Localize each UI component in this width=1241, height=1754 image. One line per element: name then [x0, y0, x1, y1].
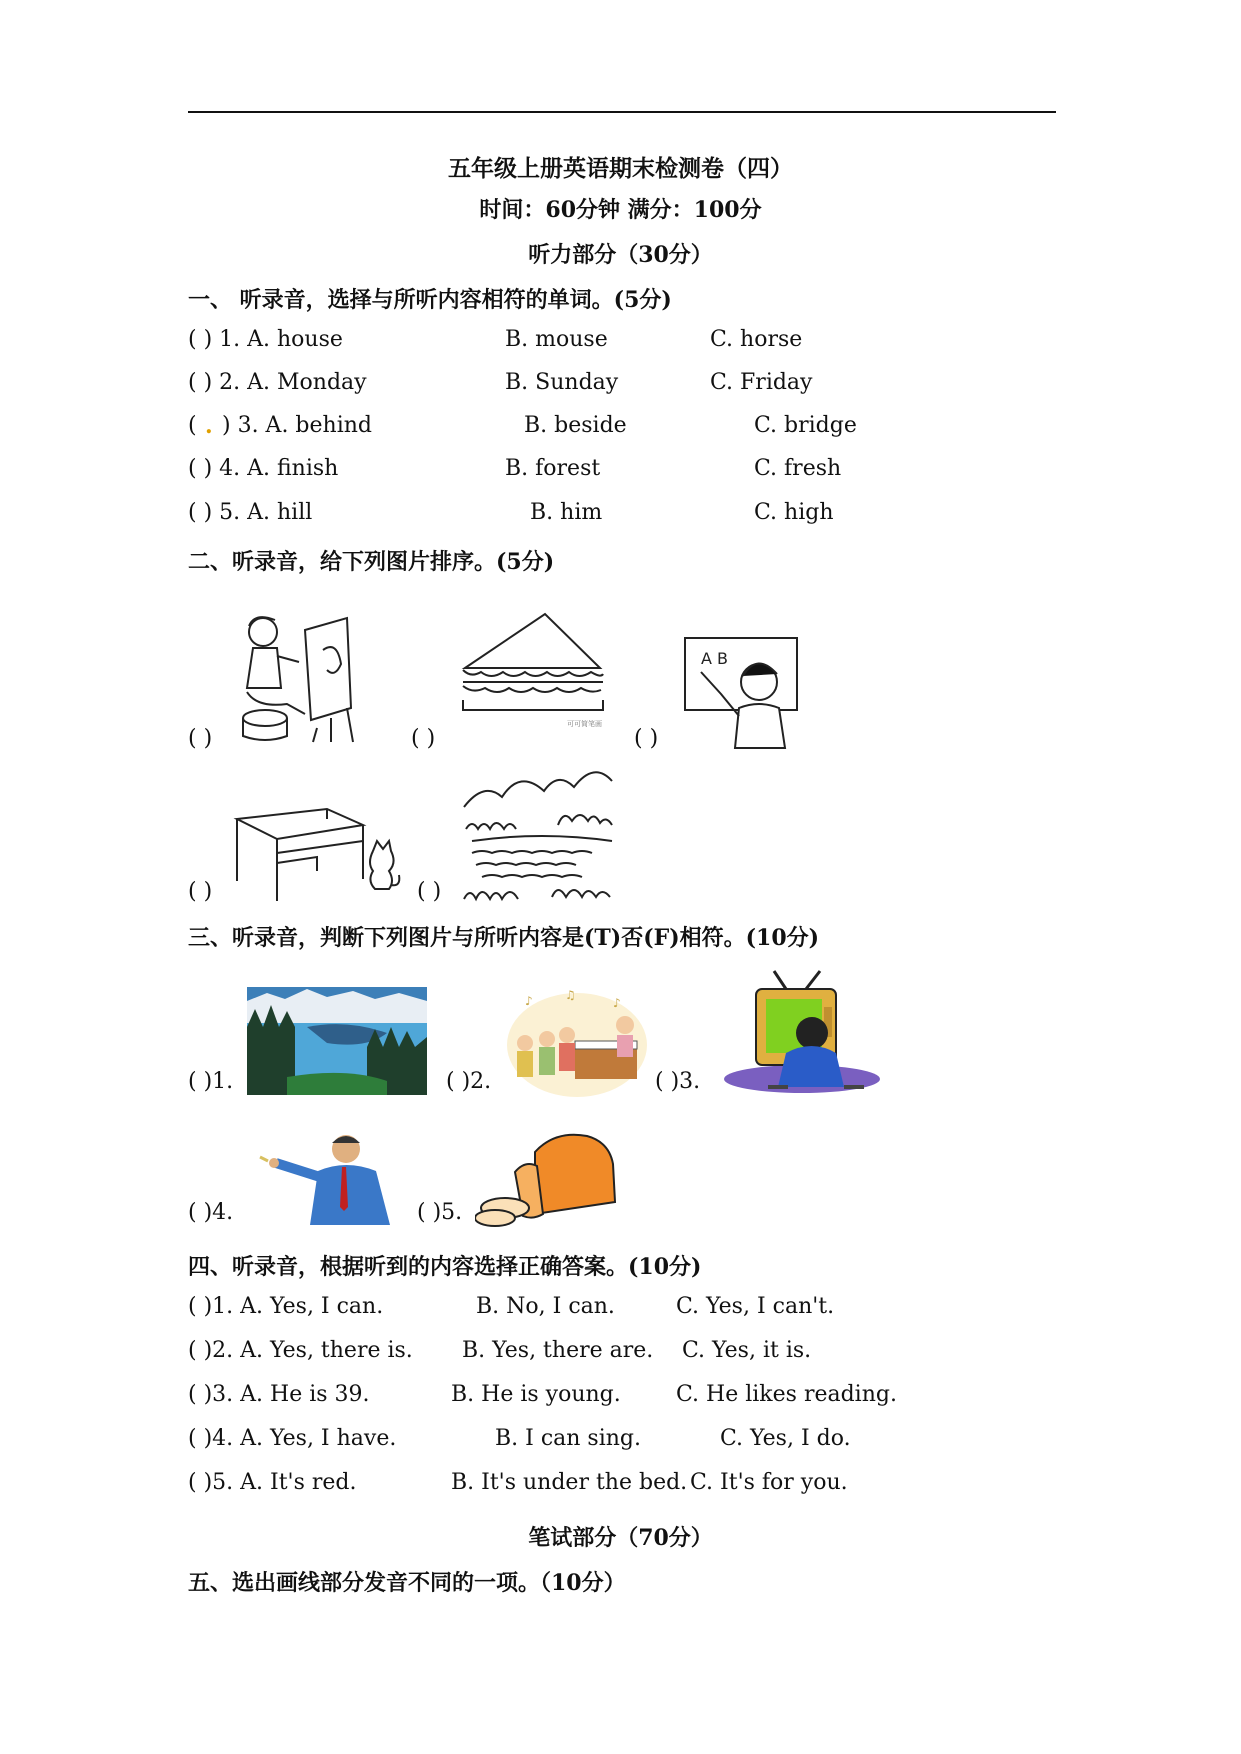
s1-q3-open: ( [188, 413, 197, 438]
s4-q3-a: ( )3. A. He is 39. [188, 1382, 370, 1407]
teacher-board-picture [683, 636, 803, 751]
s2-paren-3: ( ) [634, 726, 659, 751]
s1-q3-b: B. beside [524, 413, 627, 438]
exam-title: 五年级上册英语期末检测卷（四） [448, 155, 793, 182]
tv-picture [720, 967, 885, 1097]
s3-label-1: ( )1. [188, 1069, 234, 1094]
s1-question-4 [0, 456, 1241, 488]
s4-q1-c: C. Yes, I can't. [676, 1294, 835, 1319]
s3-label-3: ( )3. [655, 1069, 701, 1094]
s4-question-5 [0, 1470, 1241, 1502]
section-4-heading: 四、听录音，根据听到的内容选择正确答案。(10分) [188, 1254, 702, 1280]
s1-question-2 [0, 370, 1241, 402]
sandwich-watermark: 可可简笔画 [567, 720, 602, 728]
s4-q3-c: C. He likes reading. [676, 1382, 897, 1407]
s1-q2-c: C. Friday [710, 370, 813, 395]
board-letters: A B [701, 649, 729, 668]
landscape-picture [462, 767, 617, 907]
s1-q1-a: ( ) 1. A. house [188, 327, 343, 352]
listening-part-heading: 听力部分（30分） [528, 242, 713, 268]
s4-question-2 [0, 1338, 1241, 1370]
s2-paren-1: ( ) [188, 726, 213, 751]
svg-text:♪: ♪ [613, 996, 621, 1010]
s4-q4-a: ( )4. A. Yes, I have. [188, 1426, 397, 1451]
svg-text:♫: ♫ [565, 988, 576, 1002]
s1-q1-c: C. horse [710, 327, 803, 352]
s1-q5-a: ( ) 5. A. hill [188, 500, 313, 525]
s4-q4-b: B. I can sing. [495, 1426, 642, 1451]
s1-question-5 [0, 500, 1241, 532]
writing-part-heading: 笔试部分（70分） [528, 1525, 713, 1551]
s4-q5-b: B. It's under the bed. [451, 1470, 688, 1495]
s4-q5-a: ( )5. A. It's red. [188, 1470, 357, 1495]
section-2-heading: 二、听录音，给下列图片排序。(5分) [188, 549, 555, 575]
s1-q3-a: ) 3. A. behind [222, 413, 372, 438]
bread-picture [475, 1130, 625, 1230]
s1-q4-a: ( ) 4. A. finish [188, 456, 339, 481]
s1-question-1 [0, 327, 1241, 359]
s4-q2-b: B. Yes, there are. [462, 1338, 654, 1363]
s1-q4-c: C. fresh [754, 456, 842, 481]
s1-q4-b: B. forest [505, 456, 601, 481]
s3-label-2: ( )2. [446, 1069, 492, 1094]
s4-q3-b: B. He is young. [451, 1382, 621, 1407]
exam-time-score: 时间：60分钟 满分：100分 [479, 197, 762, 223]
singing-picture [505, 985, 650, 1100]
svg-text:♪: ♪ [525, 994, 533, 1008]
s1-q5-b: B. him [530, 500, 603, 525]
s4-q2-a: ( )2. A. Yes, there is. [188, 1338, 413, 1363]
s2-paren-5: ( ) [417, 879, 442, 904]
s4-q4-c: C. Yes, I do. [720, 1426, 851, 1451]
lake-picture [247, 987, 427, 1095]
s4-question-4 [0, 1426, 1241, 1458]
boy-drawing-picture [235, 610, 365, 745]
s2-paren-2: ( ) [411, 726, 436, 751]
s3-label-4: ( )4. [188, 1200, 234, 1225]
s1-q2-a: ( ) 2. A. Monday [188, 370, 367, 395]
section-5-heading: 五、选出画线部分发音不同的一项。（10分） [188, 1570, 626, 1596]
s1-q5-c: C. high [754, 500, 834, 525]
s4-q5-c: C. It's for you. [690, 1470, 848, 1495]
s1-q3-c: C. bridge [754, 413, 857, 438]
top-rule [188, 111, 1056, 113]
s4-question-1 [0, 1294, 1241, 1326]
s1-q2-b: B. Sunday [505, 370, 619, 395]
s1-question-3 [0, 413, 1241, 445]
s1-q3-dot: . [205, 413, 213, 439]
s4-q2-c: C. Yes, it is. [682, 1338, 812, 1363]
s4-q1-a: ( )1. A. Yes, I can. [188, 1294, 384, 1319]
s3-label-5: ( )5. [417, 1200, 463, 1225]
s1-q1-b: B. mouse [505, 327, 608, 352]
s4-q1-b: B. No, I can. [476, 1294, 615, 1319]
s4-question-3 [0, 1382, 1241, 1414]
sandwich-picture [455, 608, 610, 733]
s2-paren-4: ( ) [188, 879, 213, 904]
section-3-heading: 三、听录音，判断下列图片与所听内容是(T)否(F)相符。(10分) [188, 925, 820, 951]
man-pointing-picture [258, 1125, 393, 1225]
desk-cat-picture [233, 805, 408, 905]
section-1-heading: 一、 听录音，选择与所听内容相符的单词。(5分) [188, 287, 672, 313]
